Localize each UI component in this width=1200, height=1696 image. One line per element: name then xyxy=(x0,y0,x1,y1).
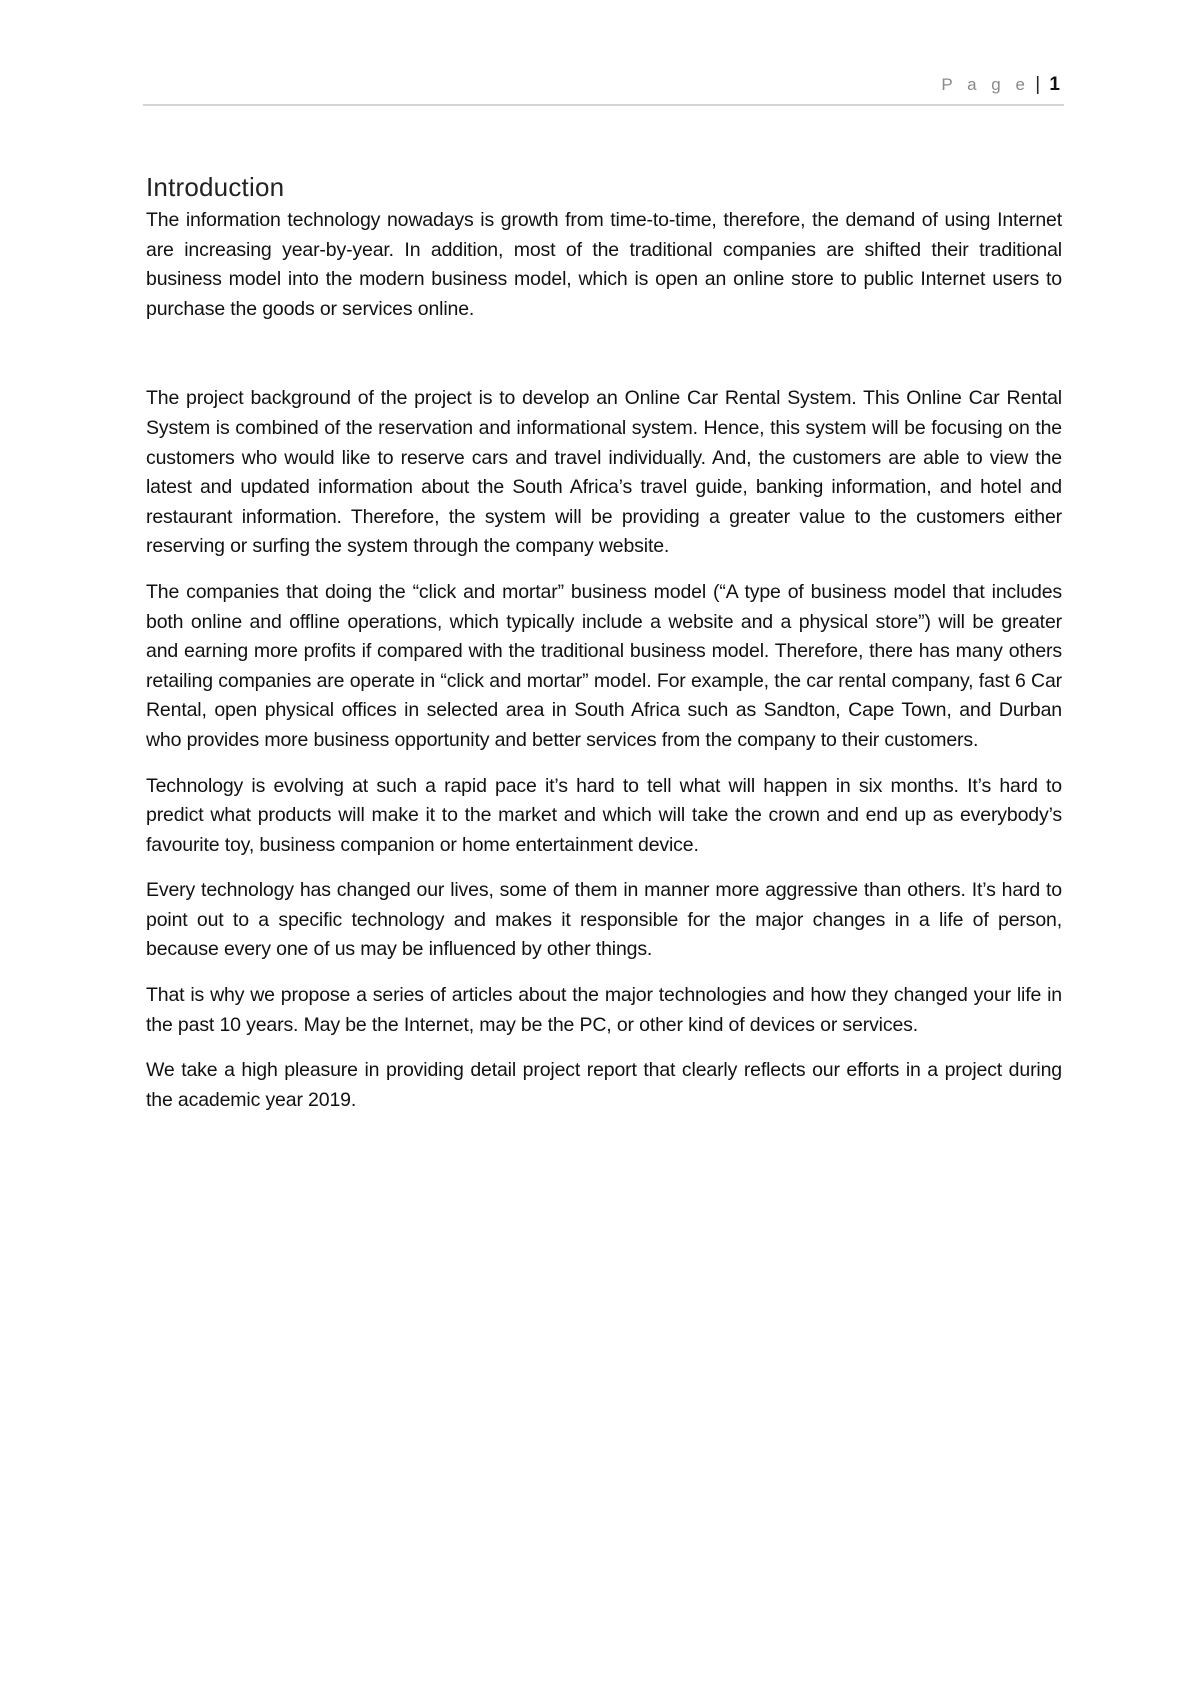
section-heading: Introduction xyxy=(146,172,285,202)
page-label: P a g e xyxy=(941,75,1030,94)
paragraph-technology-changes: Every technology has changed our lives, some of them in manner more aggressive than others. It’s hard to point out to a specific technology and makes it responsible for the major changes in a life of person, because every one of us may be influenced by other things. xyxy=(146,879,1062,961)
paragraph-click-and-mortar: The companies that doing the “click and mortar” business model (“A type of business model that includes both online and offline operations, which typically include a website and a physical store”) will be greater and earning more profits if compared with the traditional business model. Therefore, there has many others retailing companies are operate in “click and mortar” model. For example, the car rental company, fast 6 Car Rental, open physical offices in selected area in South Africa such as Sandton, Cape Town, and Durban who provides more business opportunity and better services from the company to their customers. xyxy=(146,580,1062,751)
document-body xyxy=(146,170,1062,1131)
page-number-indicator xyxy=(941,73,1060,97)
page-header xyxy=(143,70,1064,106)
paragraph-intro: The information technology nowadays is growth from time-to-time, therefore, the demand of using Internet are increasing year-by-year. In addition, most of the traditional companies are shifted their traditional business model into the modern business model, which is open an online store to public Internet users to purchase the goods or services online. xyxy=(146,209,1062,320)
page-separator: | xyxy=(1035,74,1041,95)
paragraph-technology-pace: Technology is evolving at such a rapid pace it’s hard to tell what will happen in six months. It’s hard to predict what products will make it to the market and which will take the crown and end up as everybody’s favourite toy, business companion or home entertainment device. xyxy=(146,774,1062,856)
paragraph-acknowledgement: We take a high pleasure in providing detail project report that clearly reflects our efforts in a project during the academic year 2019. xyxy=(146,1059,1062,1111)
page-number: 1 xyxy=(1049,74,1060,95)
paragraph-articles-proposal: That is why we propose a series of articles about the major technologies and how they changed your life in the past 10 years. May be the Internet, may be the PC, or other kind of devices or services. xyxy=(146,984,1062,1036)
paragraph-project-background: The project background of the project is to develop an Online Car Rental System. This Online Car Rental System is combined of the reservation and informational system. Hence, this system will be focusing on the customers who would like to reserve cars and travel individually. And, the customers are able to view the latest and updated information about the South Africa’s travel guide, banking information, and hotel and restaurant information. Therefore, the system will be providing a greater value to the customers either reserving or surfing the system through the company website. xyxy=(146,387,1062,558)
